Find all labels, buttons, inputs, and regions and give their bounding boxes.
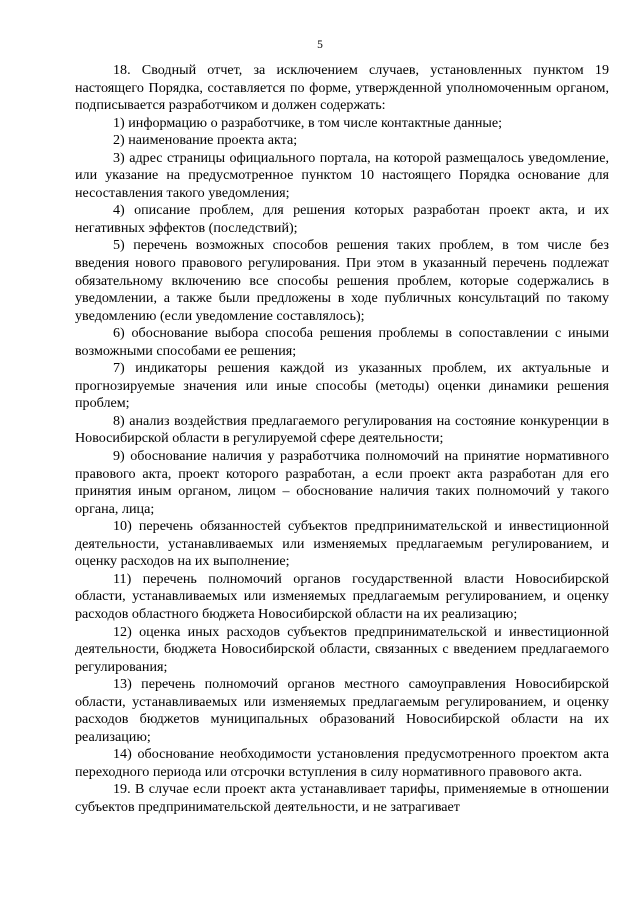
- list-item-10: 10) перечень обязанностей субъектов предпринимательской и инвестиционной деятельности, устанавливаемых или изменяемых предлагаемым регулированием, и оценку расходов на их выполнение;: [75, 518, 609, 570]
- list-item-5: 5) перечень возможных способов решения таких проблем, в том числе без введения нового правового регулирования. При этом в указанный перечень подлежат обязательному включению все способы решения проблем, которые содержались в уведомлении, а также были предложены в ходе публичных консультаций по такому уведомлению (если уведомление составлялось);: [75, 237, 609, 324]
- page-number: 5: [317, 39, 323, 51]
- list-item-8: 8) анализ воздействия предлагаемого регулирования на состояние конкуренции в Новосибирской области в регулируемой сфере деятельности;: [75, 412, 609, 447]
- list-item-1: 1) информацию о разработчике, в том числе контактные данные;: [113, 114, 503, 131]
- list-item-4: 4) описание проблем, для решения которых разработан проект акта, и их негативных эффектов (последствий);: [75, 202, 609, 236]
- list-item-7: 7) индикаторы решения каждой из указанных проблем, их актуальные и прогнозируемые значения или иные способы (методы) оценки динамики решения проблем;: [75, 360, 609, 412]
- list-item-3: 3) адрес страницы официального портала, на которой размещалось уведомление, или указание на предусмотренное пунктом 10 настоящего Порядка основание для несоставления такого уведомления;: [75, 149, 609, 201]
- document-body: [75, 62, 609, 817]
- paragraph-19-start: 19. В случае если проект акта устанавливает тарифы, применяемые в отношении субъектов предпринимательской деятельности, и не затрагивает: [75, 781, 609, 815]
- list-item-9: 9) обоснование наличия у разработчика полномочий на принятие нормативного правового акта, проект которого разработан, а если проект акта разработан для его принятия иным органом, лицом – обоснование наличия таких полномочий у такого органа, лица;: [75, 448, 609, 517]
- list-item-6: 6) обоснование выбора способа решения проблемы в сопоставлении с иными возможными способами ее решения;: [75, 325, 609, 359]
- list-item-2: 2) наименование проекта акта;: [113, 132, 298, 149]
- paragraph-18-intro: 18. Сводный отчет, за исключением случаев, установленных пунктом 19 настоящего Порядка, составляется по форме, утвержденной уполномоченным органом, подписывается разработчиком и должен содержать:: [75, 62, 609, 114]
- list-item-13: 13) перечень полномочий органов местного самоуправления Новосибирской области, устанавливаемых или изменяемых предлагаемым регулированием, и оценку расходов бюджетов муниципальных образований Новосибирской области на их реализацию;: [75, 676, 609, 745]
- list-item-14: 14) обоснование необходимости установления предусмотренного проектом акта переходного периода или отсрочки вступления в силу нормативного правового акта.: [75, 746, 609, 780]
- list-item-11: 11) перечень полномочий органов государственной власти Новосибирской области, устанавливаемых или изменяемых предлагаемым регулированием, и оценку расходов областного бюджета Новосибирской области на их реализацию;: [75, 570, 609, 622]
- list-item-12: 12) оценка иных расходов субъектов предпринимательской и инвестиционной деятельности, бюджета Новосибирской области, связанных с введением предлагаемого регулирования;: [75, 623, 609, 675]
